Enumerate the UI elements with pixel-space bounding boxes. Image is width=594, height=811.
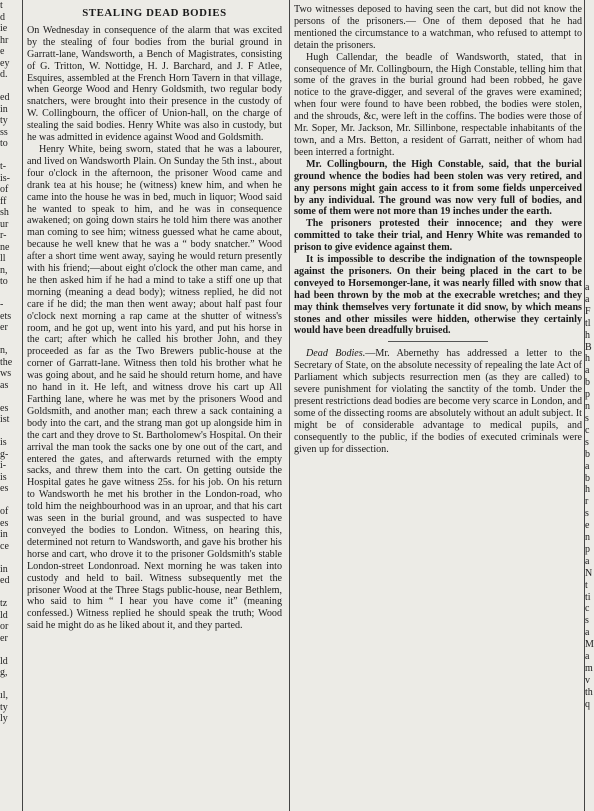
fragment-line: ce xyxy=(0,540,9,552)
fragment-line: i- xyxy=(0,460,7,471)
fragment-line: h xyxy=(585,329,590,341)
fragment-line: d. xyxy=(0,69,8,80)
fragment-line: ff xyxy=(0,195,7,207)
fragment-line: s xyxy=(585,412,589,424)
article-paragraph: The prisoners protested their innocence; and they were committed to take their trial, and Henry White was remanded to prison to give evidence against them. xyxy=(294,218,582,254)
fragment-line: a xyxy=(585,627,590,639)
fragment-line: h xyxy=(585,353,590,365)
fragment-line: ld xyxy=(0,655,8,667)
fragment-line: to xyxy=(0,138,8,149)
fragment-line: b xyxy=(585,377,590,389)
article-paragraph: On Wednesday in consequence of the alarm that was excited by the stealing of four bodies from the burial ground in Garratt-lane, Wandsworth, a Bench of Magistrates, consisting of G. Tritton, W. Nottidge, H. J. Barchard, and J. F Atlee, Esquires, assembled at the French Horn Tavern in that village, when George Wood and Henry Goldsmith, two regular body snatchers, were brought into their presence in the custody of W. Collingbourn, the officer of Union-hall, on the charge of stealing the said bodies. Henry White was also in custody, but he was admitted in evidence against Wood and Goldsmith. xyxy=(27,24,282,144)
right-column-fragment xyxy=(585,282,594,710)
fragment-line: q xyxy=(585,698,590,710)
fragment-line: ur xyxy=(0,218,9,230)
column-rule-left xyxy=(22,0,23,811)
fragment-line: of xyxy=(0,184,9,195)
fragment-line: g- xyxy=(0,448,9,460)
fragment-line: is- xyxy=(0,172,10,184)
fragment-line: h xyxy=(585,484,590,496)
fragment-line: the xyxy=(0,356,13,368)
fragment-line: p xyxy=(585,543,590,555)
fragment-line: ist xyxy=(0,414,10,425)
fragment-line: is xyxy=(0,471,7,483)
fragment-line: m xyxy=(585,663,593,674)
article-paragraph: It is impossible to describe the indignation of the townspeople against the prisoners. On their being placed in the cart to be conveyed to Horsemonger-lane, it was nearly filled with snow that had been thrown by the mob at the execrable wretches; and they may think themselves very fortunate it did snow, by which means stones and other missiles were hidden, otherwise they certainly would have been dreadfully bruised. xyxy=(294,254,582,337)
fragment-line: n, xyxy=(0,345,8,356)
fragment-line: hr xyxy=(0,34,9,46)
article2-paragraph xyxy=(294,348,582,455)
fragment-line: - xyxy=(0,299,4,310)
fragment-line: ie xyxy=(0,23,8,34)
fragment-line: t xyxy=(585,579,588,591)
fragment-line: a xyxy=(585,282,590,293)
fragment-line: c xyxy=(585,603,590,615)
article-paragraph: Hugh Callendar, the beadle of Wandsworth, stated, that in consequence of Mr. Collingbourn, the High Constable, telling him that some of the graves in the burial ground had been robbed, he gave notice to the grave-digger, and several of the graves were examined; when four were found to have been robbed, the bodies were stolen, and the shrouds, &c, were left in the coffins. The bodies were those of Mr. Soper, Mr. Jackson, Mr. Sillinbone, respectable inhabitants of the town, and a Mrs. Betton, a resident of Garratt, neither of whom had been interred a fortnight. xyxy=(294,51,582,158)
fragment-line: b xyxy=(585,472,590,484)
fragment-line: es xyxy=(0,517,9,529)
fragment-line: or xyxy=(0,621,9,632)
fragment-line xyxy=(0,644,18,656)
fragment-line: in xyxy=(0,103,8,115)
fragment-line: n xyxy=(585,401,590,413)
fragment-line: M xyxy=(585,639,594,651)
fragment-line: r xyxy=(585,496,589,508)
left-column-fragment xyxy=(0,0,18,811)
article-column-1 xyxy=(27,4,282,809)
fragment-line: v xyxy=(585,674,590,686)
fragment-line xyxy=(0,288,18,300)
fragment-line: ne xyxy=(0,241,10,253)
fragment-line: n xyxy=(585,532,590,544)
fragment-line: N xyxy=(585,567,593,579)
fragment-line xyxy=(0,725,18,737)
article-paragraph: Mr. Collingbourn, the High Constable, said, that the burial ground whence the bodies had been stolen was very retired, and any persons might gain access to it from some fields unperceived by any individual. The ground was now very full of bodies, and some of them were not more than 19 inches under the earth. xyxy=(294,158,582,218)
article2-lead: Dead Bodies. xyxy=(306,348,366,360)
article2-text: —Mr. Abernethy has addressed a letter to the Secretary of State, on the absolute necessity of repealing the late Act of Parliament which subjects resurrection men (as they are called) to severe punishment for violating the sanctity of the tomb. Under the present restrictions dead bodies are become very scarce in London, and some of the dissecting rooms are absolutely without an adult subject. It might be of considerable advantage to medical pupils, and consequently to the public, if the bodies of executed criminals were given up for dissection. xyxy=(294,348,582,455)
fragment-line xyxy=(0,552,18,564)
fragment-line xyxy=(0,81,18,93)
fragment-line: in xyxy=(0,563,8,575)
fragment-line: ey xyxy=(0,57,10,69)
fragment-line: ed xyxy=(0,575,10,586)
fragment-line xyxy=(0,679,18,691)
fragment-line: n, xyxy=(0,264,8,276)
fragment-line: g, xyxy=(0,667,8,678)
article-paragraph: Two witnesses deposed to having seen the cart, but did not know the persons of the prisoners.— One of them deposed that he had mentioned the circumstance to a watchman, who refused to attempt to detain the prisoners. xyxy=(294,4,582,51)
fragment-line xyxy=(0,150,18,162)
fragment-line xyxy=(0,748,18,760)
fragment-line: B xyxy=(585,341,592,353)
fragment-line: in xyxy=(0,529,8,540)
fragment-line: e xyxy=(585,520,590,532)
fragment-line: es xyxy=(0,402,9,414)
fragment-line: er xyxy=(0,632,8,644)
fragment-line: ly xyxy=(0,713,8,724)
fragment-line: ti xyxy=(585,591,591,603)
fragment-line: b xyxy=(585,448,590,460)
fragment-line xyxy=(0,426,18,438)
fragment-line: c xyxy=(585,424,590,436)
fragment-line: t xyxy=(0,0,3,11)
fragment-line: s xyxy=(585,436,589,448)
fragment-line: d xyxy=(0,11,5,23)
fragment-line: ll xyxy=(0,253,6,264)
fragment-line: ws xyxy=(0,368,12,379)
article-headline: STEALING DEAD BODIES xyxy=(82,7,227,19)
fragment-line: r- xyxy=(0,230,7,241)
fragment-line: ty xyxy=(0,701,8,713)
fragment-line: to xyxy=(0,276,8,287)
fragment-line: es xyxy=(0,483,9,494)
fragment-line: ss xyxy=(0,126,8,138)
fragment-line xyxy=(0,587,18,599)
fragment-line: a xyxy=(585,293,590,305)
fragment-line: ets xyxy=(0,310,12,322)
fragment-line: s xyxy=(585,508,589,520)
fragment-line: ld xyxy=(0,609,8,621)
article-column-2 xyxy=(294,4,582,809)
fragment-line: ty xyxy=(0,115,8,126)
article-separator xyxy=(388,341,488,342)
fragment-line xyxy=(0,334,18,346)
fragment-line: a xyxy=(585,651,590,663)
fragment-line: tl xyxy=(585,317,591,329)
fragment-line: ed xyxy=(0,92,10,103)
fragment-line: er xyxy=(0,322,8,333)
fragment-line: of xyxy=(0,506,9,517)
fragment-line: a xyxy=(585,555,590,567)
fragment-line: sh xyxy=(0,207,9,218)
fragment-line xyxy=(0,736,18,748)
fragment-line: p xyxy=(585,389,590,401)
fragment-line: t- xyxy=(0,161,7,172)
fragment-line: th xyxy=(585,686,593,698)
column-rule-center xyxy=(289,0,290,811)
fragment-line: a xyxy=(585,365,590,377)
fragment-line: s xyxy=(585,615,589,627)
fragment-line: is xyxy=(0,437,7,448)
fragment-line xyxy=(0,495,18,507)
fragment-line: ıl, xyxy=(0,690,9,701)
fragment-line: as xyxy=(0,379,9,391)
article-paragraph: Henry White, being sworn, stated that he was a labourer, and lived on Wandsworth Plain. On Sunday the 5th inst., about four o'clock in the afternoon, the prisoner Wood came and drank tea at his house; he (witness) knew him, and when he came into the house he was in bed, much in liquor; Wood said he wanted to speak to him, and he was in consequence awakened; on going down stairs he told him there was another man coming to see him; witness guessed what he came about, because he well knew that he was a “ body snatcher.” Wood after a short time went away, saying he would return presently with his friend;—about eight o'clock the other man came, and he then asked him if he had a mind to take a stiff one up that morning (meaning a dead body); witness replied, he did not care if he did; the man then went away; about half past four o'clock next morning a rap came at the shutter of witness's room, and he got up, went into his yard, and put his horse in the cart; after which he called his brother John, and they proceeded as far as the Two Brewers public-house at the corner of Garratt-lane. Witness then told his brother what he was going about, and he said he should return home, and have no hand in it. He left, and witness drove his cart up All Farthing lane, where he was met by the prisoners Wood and Goldsmith, and another man; each threw a sack containing a body into the cart, and the strang man got up alongside him in the cart and they drove to St. Bartholomew's Hospital. On their arrival the man took the sacks one by one out of the cart, and entered the gates, and afterwards returned with the empty sacks, and threw them into the cart. On getting outside the Hospital gates he gave witness 25s. for his job. On his return to Wandsworth he met his brother in the London-road, who told him the neighbourhood was in an uproar, and that his cart was seen in the burial ground, and was suspected to have conveyed the bodies to London. Witness, on hearing this, determined not return to Wandsworth, and gave his brother his horse and cart, who drove it to the prisoner Goldsmith's stable London-street Londonroad. Next morning he was taken into custody and held to bail. Witness subsequently met the prisoner Wood at the Three Stags public-house, near Bethlem, who said to him “ I hear you have come it” (meaning confessed.) Witness replied he should speak the truth; Wood said he might do as he liked about it, and they parted. xyxy=(27,143,282,632)
fragment-line: tz xyxy=(0,598,8,609)
fragment-line: e xyxy=(0,46,5,57)
fragment-line: F xyxy=(585,305,591,317)
fragment-line: a xyxy=(585,460,590,472)
fragment-line xyxy=(0,391,18,403)
